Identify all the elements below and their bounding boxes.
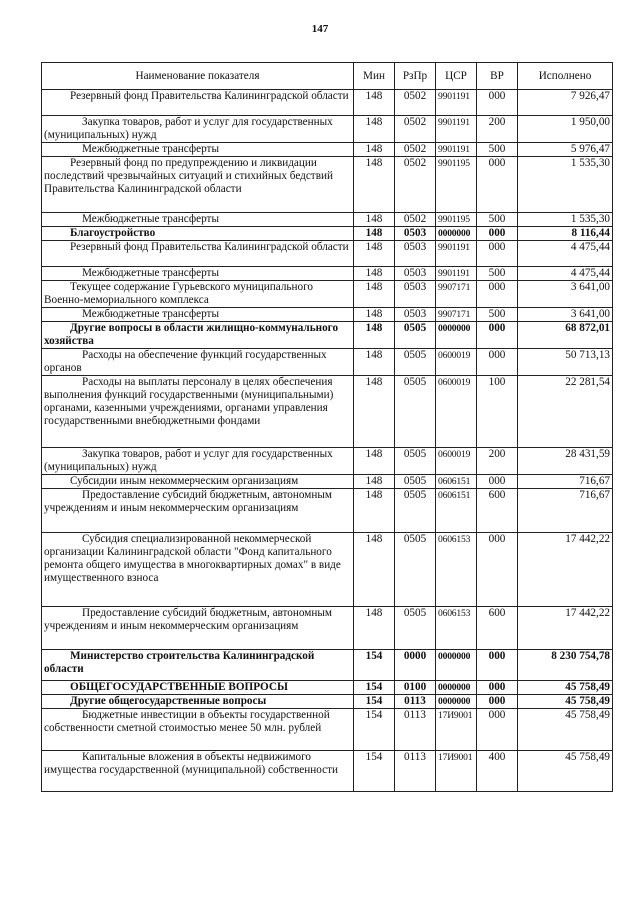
table-row [42, 376, 613, 448]
row-name: Субсидии иным некоммерческим организациям [42, 475, 354, 489]
row-executed-value: 3 641,00 [518, 308, 613, 322]
row-executed-value: 1 950,00 [518, 116, 613, 143]
row-csr: 0606151 [436, 475, 477, 489]
row-name: Межбюджетные трансферты [42, 143, 354, 157]
row-executed-value: 45 758,49 [518, 695, 613, 709]
table-row [42, 213, 613, 227]
row-min: 154 [354, 751, 395, 792]
row-executed-value: 3 641,00 [518, 281, 613, 308]
table-row [42, 349, 613, 376]
row-executed-value: 1 535,30 [518, 157, 613, 213]
row-executed-value: 45 758,49 [518, 709, 613, 751]
row-executed-value: 17 442,22 [518, 533, 613, 607]
row-name: Текущее содержание Гурьевского муниципального Военно-мемориального комплекса [42, 281, 354, 308]
row-vr: 000 [477, 349, 518, 376]
header-indicator-name: Наименование показателя [42, 63, 354, 90]
row-csr: 9901191 [436, 241, 477, 267]
header-min: Мин [354, 63, 395, 90]
row-name: Субсидия специализированной некоммерческой организации Калининградской области "Фонд капитального ремонта общего имущества в многоквартирных домах" в виде имущественного взноса [42, 533, 354, 607]
row-vr: 000 [477, 475, 518, 489]
row-min: 148 [354, 157, 395, 213]
table-row [42, 751, 613, 792]
header-vr: ВР [477, 63, 518, 90]
row-name: Резервный фонд Правительства Калининградской области [42, 90, 354, 116]
row-name: Бюджетные инвестиции в объекты государственной собственности сметной стоимостью менее 50 млн. рублей [42, 709, 354, 751]
table-body [42, 90, 613, 792]
row-name: Предоставление субсидий бюджетным, автономным учреждениям и иным некоммерческим организациям [42, 607, 354, 650]
row-min: 148 [354, 533, 395, 607]
row-csr: 0600019 [436, 349, 477, 376]
row-min: 148 [354, 607, 395, 650]
row-vr: 000 [477, 90, 518, 116]
row-vr: 000 [477, 533, 518, 607]
row-executed-value: 1 535,30 [518, 213, 613, 227]
row-executed-value: 17 442,22 [518, 607, 613, 650]
row-min: 148 [354, 349, 395, 376]
row-vr: 600 [477, 607, 518, 650]
table-row [42, 281, 613, 308]
table-row [42, 157, 613, 213]
row-rzpr: 0113 [395, 695, 436, 709]
row-rzpr: 0502 [395, 90, 436, 116]
row-csr: 9901191 [436, 143, 477, 157]
row-min: 154 [354, 695, 395, 709]
row-vr: 000 [477, 695, 518, 709]
row-min: 148 [354, 90, 395, 116]
row-name: Расходы на обеспечение функций государственных органов [42, 349, 354, 376]
budget-execution-table [41, 62, 613, 792]
table-row [42, 241, 613, 267]
row-rzpr: 0503 [395, 267, 436, 281]
row-min: 148 [354, 308, 395, 322]
row-executed-value: 5 976,47 [518, 143, 613, 157]
row-vr: 000 [477, 281, 518, 308]
row-vr: 100 [477, 376, 518, 448]
table-header-row [42, 63, 613, 90]
row-min: 148 [354, 241, 395, 267]
table-row [42, 709, 613, 751]
row-csr: 9901191 [436, 116, 477, 143]
row-name: Предоставление субсидий бюджетным, автономным учреждениям и иным некоммерческим организациям [42, 489, 354, 533]
header-executed: Исполнено [518, 63, 613, 90]
row-vr: 500 [477, 213, 518, 227]
row-name: Межбюджетные трансферты [42, 267, 354, 281]
row-min: 154 [354, 650, 395, 681]
table-row [42, 322, 613, 349]
row-rzpr: 0505 [395, 533, 436, 607]
row-name: Другие общегосударственные вопросы [42, 695, 354, 709]
table-row [42, 116, 613, 143]
table-row [42, 308, 613, 322]
table-row [42, 267, 613, 281]
row-rzpr: 0505 [395, 376, 436, 448]
row-csr: 17И9001 [436, 709, 477, 751]
row-vr: 500 [477, 267, 518, 281]
row-vr: 200 [477, 448, 518, 475]
row-vr: 500 [477, 308, 518, 322]
row-rzpr: 0505 [395, 475, 436, 489]
table-row [42, 475, 613, 489]
row-rzpr: 0505 [395, 607, 436, 650]
row-name: Министерство строительства Калининградской области [42, 650, 354, 681]
row-rzpr: 0503 [395, 241, 436, 267]
row-min: 148 [354, 281, 395, 308]
row-min: 148 [354, 116, 395, 143]
row-executed-value: 4 475,44 [518, 241, 613, 267]
row-vr: 000 [477, 227, 518, 241]
table-row [42, 681, 613, 695]
row-rzpr: 0000 [395, 650, 436, 681]
row-rzpr: 0502 [395, 157, 436, 213]
row-executed-value: 28 431,59 [518, 448, 613, 475]
table-row [42, 695, 613, 709]
row-csr: 9901191 [436, 267, 477, 281]
row-name: Резервный фонд по предупреждению и ликвидации последствий чрезвычайных ситуаций и стихийных бедствий Правительства Калининградской области [42, 157, 354, 213]
row-csr: 0606153 [436, 607, 477, 650]
row-min: 148 [354, 376, 395, 448]
row-vr: 000 [477, 650, 518, 681]
row-rzpr: 0503 [395, 308, 436, 322]
row-csr: 9901191 [436, 90, 477, 116]
row-executed-value: 716,67 [518, 489, 613, 533]
row-executed-value: 4 475,44 [518, 267, 613, 281]
row-csr: 0606153 [436, 533, 477, 607]
row-rzpr: 0502 [395, 116, 436, 143]
table-row [42, 90, 613, 116]
row-min: 148 [354, 227, 395, 241]
row-csr: 9901195 [436, 157, 477, 213]
row-min: 154 [354, 681, 395, 695]
row-csr: 0000000 [436, 322, 477, 349]
row-csr: 0000000 [436, 695, 477, 709]
row-csr: 9901195 [436, 213, 477, 227]
row-csr: 0000000 [436, 227, 477, 241]
row-vr: 000 [477, 709, 518, 751]
row-csr: 9907171 [436, 281, 477, 308]
row-min: 148 [354, 448, 395, 475]
row-vr: 600 [477, 489, 518, 533]
row-rzpr: 0505 [395, 322, 436, 349]
row-rzpr: 0502 [395, 213, 436, 227]
row-name: ОБЩЕГОСУДАРСТВЕННЫЕ ВОПРОСЫ [42, 681, 354, 695]
table-row [42, 143, 613, 157]
row-vr: 200 [477, 116, 518, 143]
row-csr: 0000000 [436, 681, 477, 695]
row-min: 148 [354, 143, 395, 157]
row-rzpr: 0505 [395, 349, 436, 376]
row-rzpr: 0503 [395, 227, 436, 241]
row-vr: 400 [477, 751, 518, 792]
row-vr: 500 [477, 143, 518, 157]
row-min: 148 [354, 322, 395, 349]
table-row [42, 448, 613, 475]
row-name: Закупка товаров, работ и услуг для государственных (муниципальных) нужд [42, 116, 354, 143]
row-rzpr: 0503 [395, 281, 436, 308]
row-executed-value: 8 116,44 [518, 227, 613, 241]
row-csr: 0600019 [436, 448, 477, 475]
row-min: 148 [354, 213, 395, 227]
row-csr: 0000000 [436, 650, 477, 681]
row-min: 148 [354, 489, 395, 533]
page-number: 147 [311, 23, 329, 35]
row-vr: 000 [477, 322, 518, 349]
table-row [42, 607, 613, 650]
row-name: Капитальные вложения в объекты недвижимого имущества государственной (муниципальной) собственности [42, 751, 354, 792]
row-name: Благоустройство [42, 227, 354, 241]
row-rzpr: 0505 [395, 489, 436, 533]
row-name: Межбюджетные трансферты [42, 213, 354, 227]
row-vr: 000 [477, 157, 518, 213]
row-executed-value: 68 872,01 [518, 322, 613, 349]
row-csr: 9907171 [436, 308, 477, 322]
table-row [42, 227, 613, 241]
row-executed-value: 45 758,49 [518, 751, 613, 792]
row-rzpr: 0113 [395, 751, 436, 792]
row-min: 154 [354, 709, 395, 751]
row-csr: 0600019 [436, 376, 477, 448]
row-executed-value: 7 926,47 [518, 90, 613, 116]
row-min: 148 [354, 475, 395, 489]
row-name: Расходы на выплаты персоналу в целях обеспечения выполнения функций государственными (муниципальными) органами, казенными учреждениями, органами управления государственными внебюджетными фондами [42, 376, 354, 448]
table-row [42, 650, 613, 681]
row-min: 148 [354, 267, 395, 281]
row-csr: 17И9001 [436, 751, 477, 792]
row-rzpr: 0100 [395, 681, 436, 695]
row-csr: 0606151 [436, 489, 477, 533]
row-vr: 000 [477, 241, 518, 267]
row-name: Другие вопросы в области жилищно-коммунального хозяйства [42, 322, 354, 349]
row-executed-value: 50 713,13 [518, 349, 613, 376]
row-rzpr: 0113 [395, 709, 436, 751]
row-executed-value: 22 281,54 [518, 376, 613, 448]
row-vr: 000 [477, 681, 518, 695]
row-executed-value: 716,67 [518, 475, 613, 489]
row-name: Закупка товаров, работ и услуг для государственных (муниципальных) нужд [42, 448, 354, 475]
table-row [42, 533, 613, 607]
row-name: Межбюджетные трансферты [42, 308, 354, 322]
row-executed-value: 8 230 754,78 [518, 650, 613, 681]
header-csr: ЦСР [436, 63, 477, 90]
row-rzpr: 0502 [395, 143, 436, 157]
row-executed-value: 45 758,49 [518, 681, 613, 695]
table-row [42, 489, 613, 533]
header-rzpr: РзПр [395, 63, 436, 90]
row-name: Резервный фонд Правительства Калининградской области [42, 241, 354, 267]
row-rzpr: 0505 [395, 448, 436, 475]
